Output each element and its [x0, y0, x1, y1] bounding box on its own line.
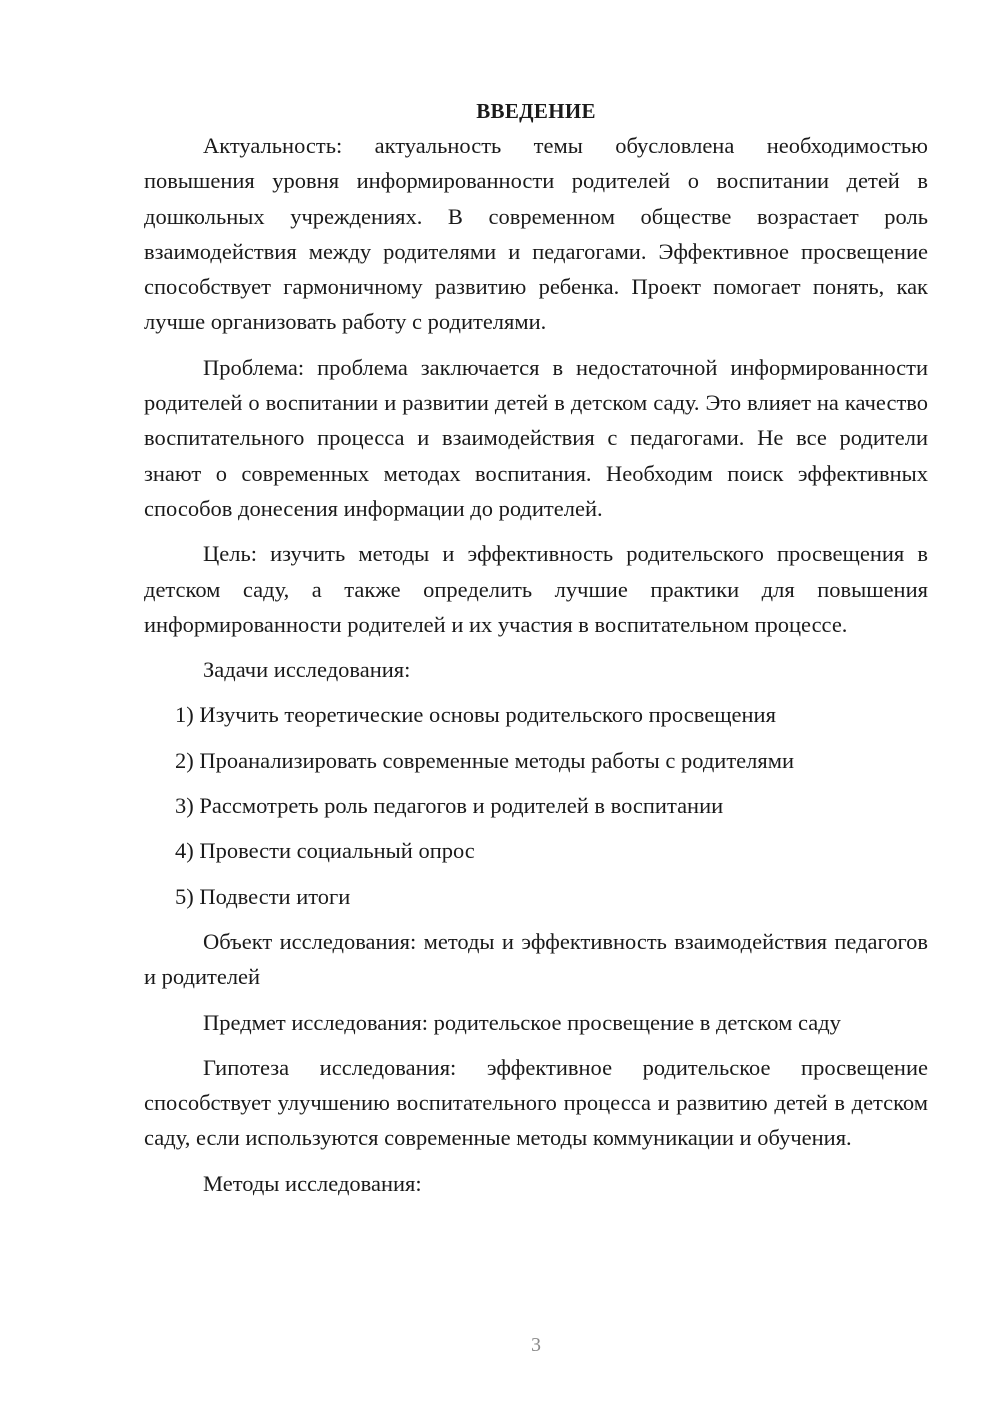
relevance-paragraph: Актуальность: актуальность темы обусловлена необходимостью повышения уровня информированности родителей о воспитании детей в дошкольных учреждениях. В современном обществе возрастает роль взаимодействия между родителями и педагогами. Эффективное просвещение способствует гармоничному развитию ребенка. Проект помогает понять, как лучше организовать работу с родителями. [144, 133, 928, 335]
tasks-title: Задачи исследования: [203, 657, 411, 683]
problem-paragraph: Проблема: проблема заключается в недостаточной информированности родителей о воспитании и развитии детей в детском саду. Это влияет на качество воспитательного процесса и взаимодействия с педагогами. Не все родители знают о современных методах воспитания. Необходим поиск эффективных способов донесения информации до родителей. [144, 354, 928, 521]
object-paragraph: Объект исследования: методы и эффективность взаимодействия педагогов и родителей [144, 928, 928, 990]
subject-paragraph: Предмет исследования: родительское просвещение в детском саду [203, 1009, 841, 1035]
task-item-3: 3) Рассмотреть роль педагогов и родителей в воспитании [175, 793, 724, 819]
task-item-2: 2) Проанализировать современные методы работы с родителями [175, 747, 795, 773]
section-heading: ВВЕДЕНИЕ [476, 99, 596, 123]
tasks-list [144, 697, 928, 913]
task-item-5: 5) Подвести итоги [175, 883, 351, 909]
methods-title: Методы исследования: [203, 1170, 422, 1196]
goal-paragraph: Цель: изучить методы и эффективность родительского просвещения в детском саду, а также определить лучшие практики для повышения информированности родителей и их участия в воспитательном процессе. [144, 541, 928, 637]
task-item-1: 1) Изучить теоретические основы родительского просвещения [175, 702, 776, 728]
hypothesis-paragraph: Гипотеза исследования: эффективное родительское просвещение способствует улучшению воспитательного процесса и развитию детей в детском саду, если используются современные методы коммуникации и обучения. [144, 1054, 928, 1151]
page-number: 3 [531, 1334, 541, 1356]
task-item-4: 4) Провести социальный опрос [175, 838, 475, 864]
page-content [144, 95, 928, 1211]
